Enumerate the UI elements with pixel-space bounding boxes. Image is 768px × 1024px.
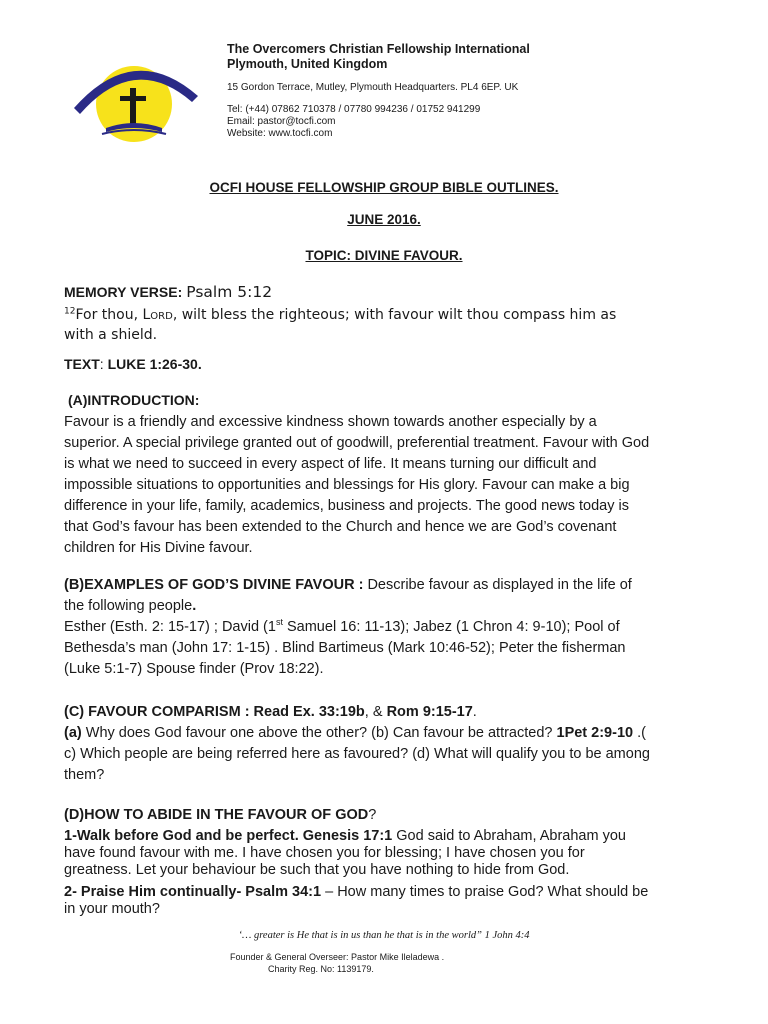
intro-heading: (A)INTRODUCTION: [68,392,200,408]
logo-graphic [62,38,202,144]
section-d-point-2: 2- Praise Him continually- Psalm 34:1 – How many times to praise God? What should be in your mouth? [64,884,649,917]
email: Email: pastor@tocfi.com [227,116,336,127]
logo [62,38,202,144]
org-location: Plymouth, United Kingdom [227,57,388,71]
memory-verse-line-1: $^{12}$For thou, Lord, wilt bless the righteous; with favour wilt thou compass him as [64,306,617,323]
section-c: (C) FAVOUR COMPARISM : Read Ex. 33:19b, & Rom 9:15-17. (a) Why does God favour one above the other? (b) Can favour be attracted? 1Pet 2:9-10 .( c) Which people are being referred here as favoured? (d) What will qualify you to be among them? [64,704,650,783]
memory-verse-line-2: with a shield. [64,327,158,343]
org-address: 15 Gordon Terrace, Mutley, Plymouth Headquarters. PL4 6EP. UK [227,82,519,93]
footer-quote: ‘… greater is He that is in us than he that is in the world” 1 John 4:4 [238,930,530,941]
document-date: JUNE 2016. [347,212,421,227]
contact-block [227,104,480,140]
memory-verse-text [64,305,724,345]
charity-reg: Charity Reg. No: 1139179. [268,964,374,974]
section-d-heading-line: (D)HOW TO ABIDE IN THE FAVOUR OF GOD? [64,807,377,823]
memory-verse-ref: Psalm 5:12 [186,283,273,301]
section-d-point-1: 1-Walk before God and be perfect. Genesis 17:1 God said to Abraham, Abraham you have found favour with me. I have chosen you for blessing; I have chosen you for greatness. Let your behaviour be such that you have nothing to hide from God. [64,828,626,878]
tel: Tel: (+44) 07862 710378 / 07780 994236 / 01752 941299 [227,104,481,115]
section-d-heading: (D)HOW TO ABIDE IN THE FAVOUR OF GOD [64,807,369,823]
org-header [227,42,530,72]
org-name: The Overcomers Christian Fellowship International [227,42,530,56]
website: Website: www.tocfi.com [227,128,333,139]
logo-text: WE ARE MORE TH ONQUERORS [64,38,197,94]
lord-smallcaps: Lord [142,307,173,323]
section-b-heading: (B)EXAMPLES OF GOD’S DIVINE FAVOUR : [64,577,364,593]
section-b: (B)EXAMPLES OF GOD’S DIVINE FAVOUR : Describe favour as displayed in the life of the following people. Esther (Esth. 2: 15-17) ; David (1st Samuel 16: 11-13); Jabez (1 Chron 4: 9-10); Pool of Bethesda’s man (John 17: 1-15) . Blind Bartimeus (Mark 10:46-52); Peter the fisherman (Luke 5:1-7) Spouse finder (Prov 18:22). [64,577,632,677]
memory-verse-line [64,282,724,304]
memory-verse-label: MEMORY VERSE: [64,284,183,300]
document-title: OCFI HOUSE FELLOWSHIP GROUP BIBLE OUTLINES. [209,180,559,195]
section-c-heading: (C) FAVOUR COMPARISM : Read Ex. 33:19b [64,704,365,720]
topic-heading: TOPIC: DIVINE FAVOUR. [305,248,463,263]
text-reference: TEXT: LUKE 1:26-30. [64,356,202,372]
verse-number: 12 [64,306,76,317]
intro-paragraph: Favour is a friendly and excessive kindness shown towards another especially by a superior. A special privilege granted out of goodwill, preferential treatment. Favour with God is what we need to succeed in every aspect of life. It means turning our difficult and impossible situations to opportunities and blessings for His glory. Favour can make a big difference in your life, family, academics, business and projects. The good news today is that God’s favour has been extended to the Church and hence we are God’s covenant children for His Divine favour. [64,414,650,556]
founder-line: Founder & General Overseer: Pastor Mike Ileladewa . [230,952,445,962]
